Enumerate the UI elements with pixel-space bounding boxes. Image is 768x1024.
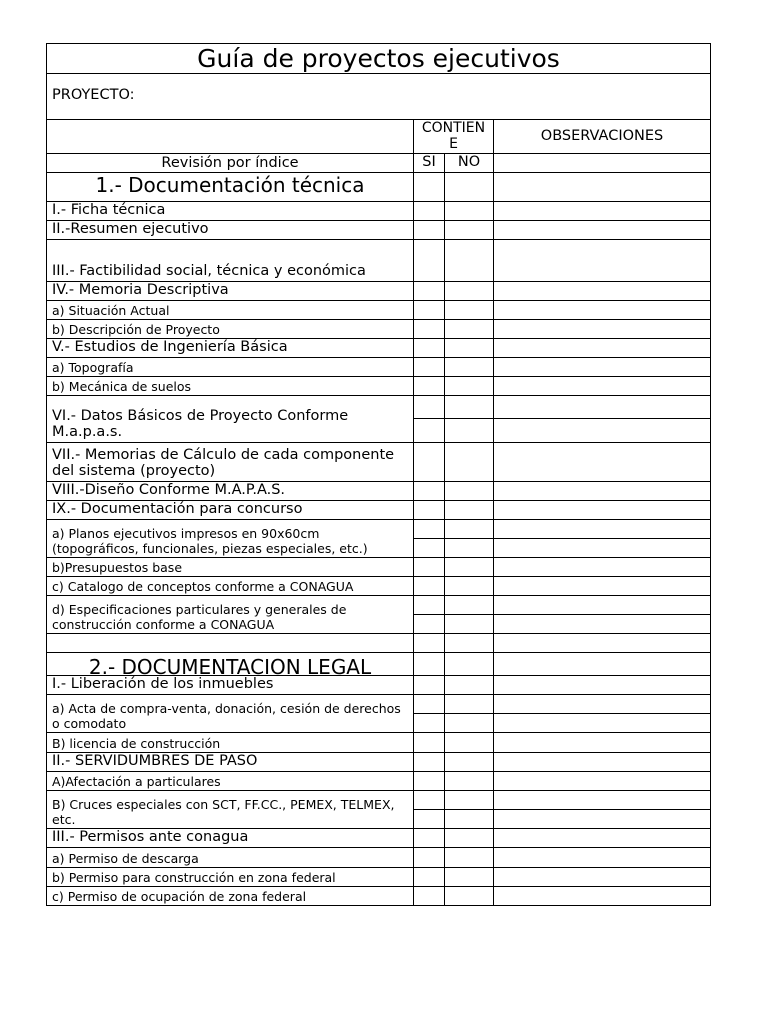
- item-label-cell: [46, 576, 414, 596]
- no-checkbox-cell[interactable]: [444, 847, 494, 868]
- item-label-cell: [46, 771, 414, 791]
- item-label: B) Cruces especiales con SCT, FF.CC., PEMEX, TELMEX, etc.: [52, 797, 395, 827]
- item-label: d) Especificaciones particulares y generales de construcción conforme a CONAGUA: [52, 602, 347, 632]
- contiene-header: CONTIEN E: [421, 120, 486, 152]
- si-checkbox-cell[interactable]: [413, 713, 445, 733]
- no-checkbox-cell[interactable]: [444, 538, 494, 558]
- no-checkbox-cell[interactable]: [444, 557, 494, 577]
- no-checkbox-cell[interactable]: [444, 338, 494, 358]
- si-checkbox-cell[interactable]: [413, 557, 445, 577]
- observaciones-cell[interactable]: [493, 809, 711, 829]
- si-checkbox-cell[interactable]: [413, 519, 445, 539]
- no-checkbox-cell[interactable]: [444, 614, 494, 634]
- no-checkbox-cell[interactable]: [444, 481, 494, 501]
- project-row[interactable]: [46, 73, 711, 120]
- no-checkbox-cell[interactable]: [444, 239, 494, 282]
- no-checkbox-cell[interactable]: [444, 652, 494, 676]
- si-checkbox-cell[interactable]: [413, 442, 445, 482]
- observaciones-cell[interactable]: [493, 300, 711, 320]
- item-label-cell: [46, 886, 414, 906]
- item-label-cell: [46, 201, 414, 221]
- section-heading: 1.- Documentación técnica: [95, 173, 365, 197]
- observaciones-cell[interactable]: [493, 790, 711, 810]
- observaciones-cell[interactable]: [493, 867, 711, 887]
- observaciones-cell[interactable]: [493, 652, 711, 676]
- si-checkbox-cell[interactable]: [413, 500, 445, 520]
- observaciones-cell[interactable]: [493, 442, 711, 482]
- item-label-cell: [46, 395, 414, 443]
- si-checkbox-cell[interactable]: [413, 319, 445, 339]
- observaciones-cell[interactable]: [493, 519, 711, 539]
- observaciones-cell[interactable]: [493, 614, 711, 634]
- item-label: I.- Ficha técnica: [52, 202, 166, 219]
- si-checkbox-cell[interactable]: [413, 614, 445, 634]
- item-label: c) Permiso de ocupación de zona federal: [52, 889, 307, 905]
- section-heading: 2.- DOCUMENTACION LEGAL: [88, 655, 372, 676]
- item-label: II.- SERVIDUMBRES DE PASO: [52, 753, 258, 770]
- observaciones-cell[interactable]: [493, 357, 711, 377]
- si-checkbox-cell[interactable]: [413, 376, 445, 396]
- form-title: Guía de proyectos ejecutivos: [197, 44, 560, 73]
- item-label-cell: [46, 300, 414, 320]
- item-label-cell: [46, 220, 414, 240]
- si-checkbox-cell[interactable]: [413, 481, 445, 501]
- si-checkbox-cell[interactable]: [413, 828, 445, 848]
- observaciones-cell[interactable]: [493, 395, 711, 419]
- observaciones-cell[interactable]: [493, 694, 711, 714]
- si-checkbox-cell[interactable]: [413, 172, 445, 202]
- observaciones-cell[interactable]: [493, 847, 711, 868]
- observaciones-cell[interactable]: [493, 338, 711, 358]
- si-checkbox-cell[interactable]: [413, 752, 445, 772]
- observaciones-cell[interactable]: [493, 376, 711, 396]
- no-checkbox-cell[interactable]: [444, 675, 494, 695]
- observaciones-cell[interactable]: [493, 713, 711, 733]
- si-checkbox-cell[interactable]: [413, 220, 445, 240]
- item-label: a) Situación Actual: [52, 303, 170, 319]
- item-label-cell: [46, 500, 414, 520]
- si-checkbox-cell[interactable]: [413, 867, 445, 887]
- observaciones-cell[interactable]: [493, 418, 711, 443]
- si-checkbox-cell[interactable]: [413, 790, 445, 810]
- observaciones-cell[interactable]: [493, 172, 711, 202]
- observaciones-cell[interactable]: [493, 319, 711, 339]
- si-checkbox-cell[interactable]: [413, 576, 445, 596]
- observaciones-cell[interactable]: [493, 595, 711, 615]
- item-label: b) Permiso para construcción en zona federal: [52, 870, 336, 886]
- si-checkbox-cell[interactable]: [413, 886, 445, 906]
- no-checkbox-cell[interactable]: [444, 442, 494, 482]
- si-checkbox-cell[interactable]: [413, 675, 445, 695]
- item-label: b) Mecánica de suelos: [52, 379, 192, 395]
- observaciones-cell[interactable]: [493, 220, 711, 240]
- item-label: IV.- Memoria Descriptiva: [52, 282, 229, 299]
- item-label-cell: [46, 694, 414, 733]
- item-label-cell: [46, 319, 414, 339]
- item-label: c) Catalogo de conceptos conforme a CONAGUA: [52, 579, 354, 595]
- si-checkbox-cell[interactable]: [413, 357, 445, 377]
- item-label-cell: [46, 595, 414, 634]
- item-label: IX.- Documentación para concurso: [52, 501, 303, 518]
- no-checkbox-cell[interactable]: [444, 732, 494, 753]
- no-checkbox-cell[interactable]: [444, 300, 494, 320]
- si-checkbox-cell[interactable]: [413, 652, 445, 676]
- no-checkbox-cell[interactable]: [444, 771, 494, 791]
- section-heading-cell: [46, 652, 414, 676]
- observaciones-cell[interactable]: [493, 201, 711, 221]
- no-checkbox-cell[interactable]: [444, 867, 494, 887]
- item-label: V.- Estudios de Ingeniería Básica: [52, 339, 288, 356]
- observaciones-cell[interactable]: [493, 633, 711, 653]
- no-checkbox-cell[interactable]: [444, 376, 494, 396]
- no-header: NO: [457, 154, 481, 170]
- si-checkbox-cell[interactable]: [413, 847, 445, 868]
- no-header-cell: [444, 153, 494, 173]
- item-label: III.- Permisos ante conagua: [52, 829, 249, 846]
- item-label: VI.- Datos Básicos de Proyecto Conforme M.a.p.a.s.: [52, 407, 349, 441]
- item-label: b)Presupuestos base: [52, 560, 183, 576]
- item-label-cell: [46, 519, 414, 558]
- no-checkbox-cell[interactable]: [444, 809, 494, 829]
- si-checkbox-cell[interactable]: [413, 300, 445, 320]
- item-label-cell: [46, 867, 414, 887]
- item-label: II.-Resumen ejecutivo: [52, 221, 209, 238]
- revision-header: Revisión por índice: [161, 155, 299, 171]
- no-checkbox-cell[interactable]: [444, 500, 494, 520]
- no-checkbox-cell[interactable]: [444, 172, 494, 202]
- no-checkbox-cell[interactable]: [444, 828, 494, 848]
- si-checkbox-cell[interactable]: [413, 633, 445, 653]
- item-label: b) Descripción de Proyecto: [52, 322, 220, 338]
- observaciones-cell[interactable]: [493, 481, 711, 501]
- observaciones-subheader-cell: [493, 153, 711, 173]
- item-label-cell: [46, 732, 414, 753]
- item-label: a) Acta de compra-venta, donación, cesión de derechos o comodato: [52, 701, 401, 731]
- contiene-header-cell: [413, 119, 494, 154]
- no-checkbox-cell[interactable]: [444, 790, 494, 810]
- observaciones-cell[interactable]: [493, 576, 711, 596]
- item-label-cell: [46, 481, 414, 501]
- observaciones-cell[interactable]: [493, 239, 711, 282]
- item-label: a) Permiso de descarga: [52, 851, 199, 867]
- si-checkbox-cell[interactable]: [413, 418, 445, 443]
- item-label-cell: [46, 675, 414, 695]
- si-checkbox-cell[interactable]: [413, 338, 445, 358]
- item-label-cell: [46, 239, 414, 282]
- item-label-cell: [46, 828, 414, 848]
- si-checkbox-cell[interactable]: [413, 694, 445, 714]
- item-label-cell: [46, 752, 414, 772]
- item-label: I.- Liberación de los inmuebles: [52, 676, 274, 693]
- item-label-cell: [46, 357, 414, 377]
- no-checkbox-cell[interactable]: [444, 713, 494, 733]
- observaciones-cell[interactable]: [493, 538, 711, 558]
- item-label-cell: [46, 281, 414, 301]
- no-checkbox-cell[interactable]: [444, 694, 494, 714]
- observaciones-header-cell: [493, 119, 711, 154]
- no-checkbox-cell[interactable]: [444, 395, 494, 419]
- no-checkbox-cell[interactable]: [444, 418, 494, 443]
- item-label-cell: [46, 633, 414, 653]
- observaciones-header: OBSERVACIONES: [540, 128, 664, 144]
- si-checkbox-cell[interactable]: [413, 239, 445, 282]
- section-heading-cell: [46, 172, 414, 202]
- si-checkbox-cell[interactable]: [413, 732, 445, 753]
- si-checkbox-cell[interactable]: [413, 281, 445, 301]
- no-checkbox-cell[interactable]: [444, 201, 494, 221]
- item-label: III.- Factibilidad social, técnica y económica: [52, 263, 366, 280]
- item-label-cell: [46, 847, 414, 868]
- observaciones-cell[interactable]: [493, 675, 711, 695]
- item-label: a) Topografía: [52, 360, 134, 376]
- si-checkbox-cell[interactable]: [413, 809, 445, 829]
- si-checkbox-cell[interactable]: [413, 395, 445, 419]
- item-label-cell: [46, 557, 414, 577]
- no-checkbox-cell[interactable]: [444, 281, 494, 301]
- item-label-cell: [46, 790, 414, 829]
- si-checkbox-cell[interactable]: [413, 538, 445, 558]
- item-label-cell: [46, 442, 414, 482]
- si-header-cell: [413, 153, 445, 173]
- revision-header-cell: [46, 153, 414, 173]
- item-label: A)Afectación a particulares: [52, 774, 221, 790]
- no-checkbox-cell[interactable]: [444, 576, 494, 596]
- no-checkbox-cell[interactable]: [444, 220, 494, 240]
- item-label-cell: [46, 376, 414, 396]
- no-checkbox-cell[interactable]: [444, 595, 494, 615]
- no-checkbox-cell[interactable]: [444, 633, 494, 653]
- si-checkbox-cell[interactable]: [413, 771, 445, 791]
- header-blank-cell: [46, 119, 414, 154]
- no-checkbox-cell[interactable]: [444, 319, 494, 339]
- observaciones-cell[interactable]: [493, 828, 711, 848]
- item-label: B) licencia de construcción: [52, 736, 221, 752]
- si-header: SI: [422, 154, 436, 170]
- no-checkbox-cell[interactable]: [444, 357, 494, 377]
- no-checkbox-cell[interactable]: [444, 752, 494, 772]
- item-label: a) Planos ejecutivos impresos en 90x60cm (topográficos, funcionales, piezas especiales, etc.): [52, 526, 368, 556]
- observaciones-cell[interactable]: [493, 557, 711, 577]
- observaciones-cell[interactable]: [493, 732, 711, 753]
- no-checkbox-cell[interactable]: [444, 519, 494, 539]
- item-label-cell: [46, 338, 414, 358]
- observaciones-cell[interactable]: [493, 886, 711, 906]
- title-cell: [46, 43, 711, 74]
- item-label: VII.- Memorias de Cálculo de cada componente del sistema (proyecto): [52, 446, 395, 480]
- observaciones-cell[interactable]: [493, 281, 711, 301]
- si-checkbox-cell[interactable]: [413, 201, 445, 221]
- observaciones-cell[interactable]: [493, 500, 711, 520]
- si-checkbox-cell[interactable]: [413, 595, 445, 615]
- observaciones-cell[interactable]: [493, 771, 711, 791]
- no-checkbox-cell[interactable]: [444, 886, 494, 906]
- project-label: PROYECTO:: [52, 87, 135, 103]
- observaciones-cell[interactable]: [493, 752, 711, 772]
- item-label: VIII.-Diseño Conforme M.A.P.A.S.: [52, 482, 286, 499]
